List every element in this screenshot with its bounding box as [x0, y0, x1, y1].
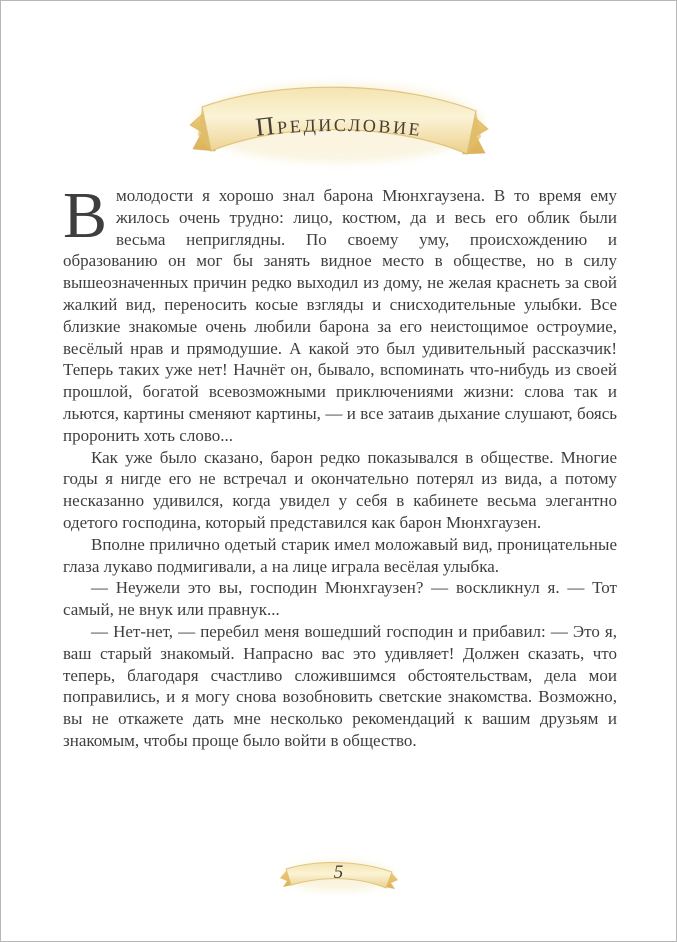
- title-banner: [184, 57, 494, 181]
- paragraph-4: — Неужели это вы, господин Мюнхгаузен? — воскликнул я. — Тот самый, не внук или правнук...: [63, 578, 617, 620]
- paragraph-5: — Нет-нет, — перебил меня вошедший господин и прибавил: — Это я, ваш старый знакомый. Напрасно вас это удивляет! Должен сказать, что теперь, благодаря счастливо сложившимся обстоятельствам, дела мои поправились, и я могу снова возобновить светские знакомства. Возможно, вы не откажете дать мне несколько рекомендаций к вашим друзьям и знакомым, чтобы проще было войти в общество.: [63, 621, 617, 750]
- chapter-title: [254, 108, 424, 142]
- paragraph-1-text: молодости я хорошо знал барона Мюнхгаузена. В то время ему жилось очень трудно: лицо, костюм, да и весь его облик были весьма неприглядны. По своему уму, происхождению и образованию он мог бы занять видное место в обществе, но в силу вышеозначенных причин редко выходил из дому, не желая краснеть за свой жалкий вид, переносить косые взгляды и снисходительные улыбки. Все близкие знакомые очень любили барона за его неистощимое остроумие, весёлый нрав и прямодушие. А какой это был удивительный рассказчик! Теперь таких уже нет! Начнёт он, бывало, вспоминать что-нибудь из своей прошлой, богатой всевозможными приключениями жизни: слова так и льются, картины сменяют картины, — и все затаив дыхание слушают, боясь проронить хоть слово...: [63, 186, 617, 445]
- page-number: 5: [333, 862, 344, 883]
- chapter-title-text: Предисловие: [253, 107, 424, 142]
- paragraph-3: Вполне прилично одетый старик имел моложавый вид, проницательные глаза лукаво подмигивали, а на лице играла весёлая улыбка.: [63, 534, 617, 576]
- drop-cap-letter: В: [63, 179, 108, 252]
- ribbon-banner-graphic: [184, 57, 494, 181]
- paragraph-2: Как уже было сказано, барон редко показывался в обществе. Многие годы я нигде его не встречал и окончательно потерял из вида, а потому несказанно удивился, когда увидел у себя в кабинете весьма элегантно одетого господина, который представился как барон Мюнхгаузен.: [63, 447, 617, 532]
- page-number-area: [277, 853, 401, 897]
- paragraph-1: [63, 179, 617, 447]
- text-block: [63, 179, 617, 752]
